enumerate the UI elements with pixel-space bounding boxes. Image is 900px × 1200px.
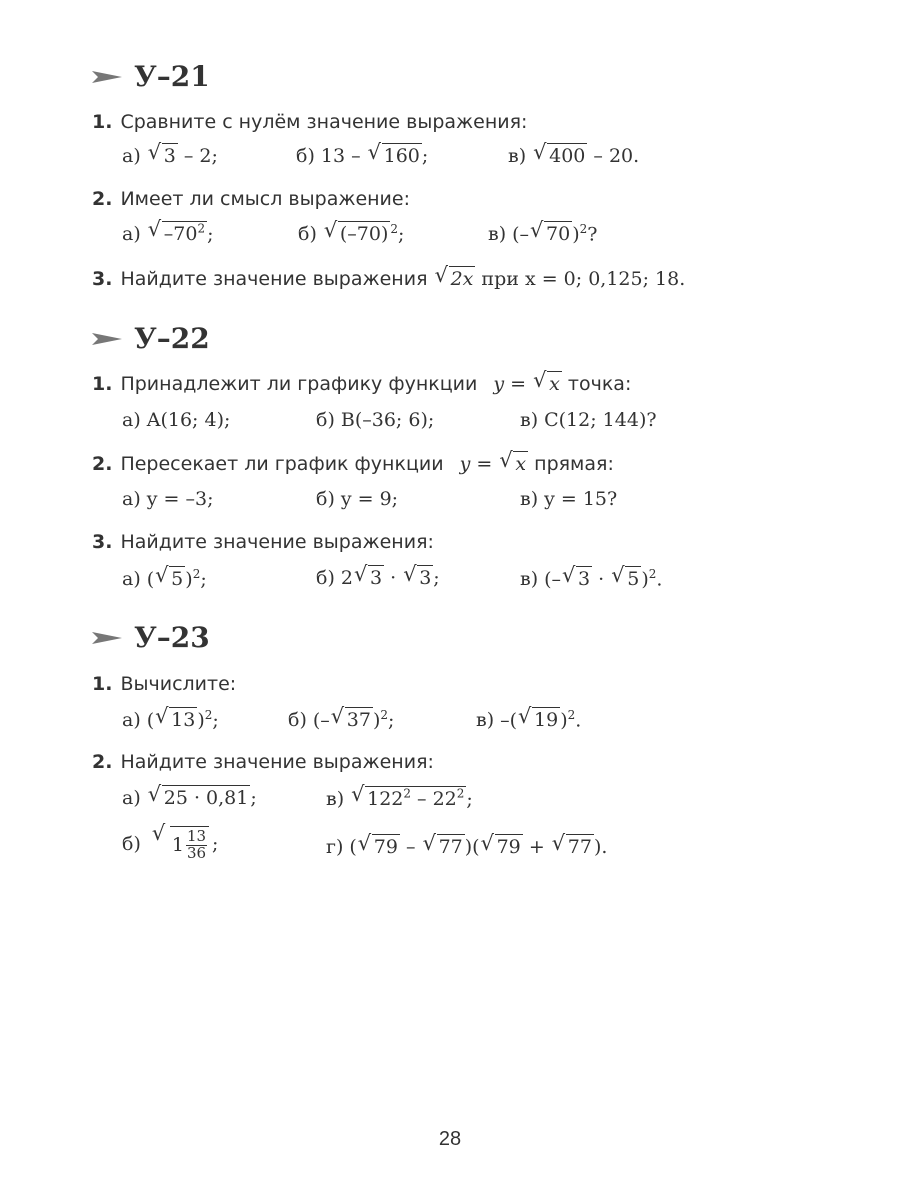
option-u21-1b: б) 13 – √ 160 ; (296, 145, 428, 167)
option-u23-2g: г) (√ 79 – √ 77 )(√ 79 + √ 77 ). (326, 836, 607, 858)
option-u21-2b: б)√ (–70) $^2$; (298, 222, 404, 245)
option-u21-2a: а)√ $-70^2$ ; (122, 222, 213, 245)
section-title-u21: У–21 (92, 60, 210, 93)
task-u22-1: 1. Принадлежит ли графику функции y = √ x точка: (92, 373, 631, 395)
task-u21-1: 1. Сравните с нулём значение выражения: (92, 111, 528, 133)
section-title-u22: У–22 (92, 322, 210, 355)
option-u23-2a: а)√ 25 · 0,81 ; (122, 787, 257, 809)
task-u21-3: 3. Найдите значение выражения √ 2x при x = 0; 0,125; 18. (92, 268, 685, 290)
option-u21-2c: в) (–√ 70 )$^2$? (488, 222, 597, 245)
section-title-u23: У–23 (92, 621, 210, 654)
option-u22-2b: б) y = 9; (316, 488, 399, 510)
option-u21-1c: в)√ 400 – 20. (508, 145, 639, 167)
option-u22-3c: в) (–√ 3 · √ 5 )$^2$. (520, 567, 662, 590)
option-u23-1b: б) (–√ 37 )$^2$; (288, 708, 394, 731)
page-number: 28 (438, 1128, 462, 1150)
option-u22-2a: а) y = –3; (122, 488, 214, 510)
arrow-icon (92, 68, 122, 86)
task-u22-3: 3. Найдите значение выражения: (92, 531, 434, 553)
option-u23-2b: б) √ 1 13 36 ; (122, 826, 218, 862)
task-u23-2: 2. Найдите значение выражения: (92, 751, 434, 773)
option-u22-1a: а) A(16; 4); (122, 409, 231, 431)
option-u23-2v: в)√ $122^2 - 22^2$ ; (326, 787, 473, 810)
option-u22-3b: б) 2√ 3 · √ 3 ; (316, 567, 440, 589)
option-u22-3a: а) (√ 5 )$^2$; (122, 567, 207, 590)
task-u23-1: 1. Вычислите: (92, 673, 237, 695)
arrow-icon (92, 629, 122, 647)
option-u22-1c: в) C(12; 144)? (520, 409, 657, 431)
option-u23-1a: а) (√ 13 )$^2$; (122, 708, 219, 731)
option-u22-1b: б) B(–36; 6); (316, 409, 435, 431)
task-u21-2: 2. Имеет ли смысл выражение: (92, 188, 410, 210)
task-u22-2: 2. Пересекает ли график функции y = √ x прямая: (92, 453, 614, 475)
option-u22-2c: в) y = 15? (520, 488, 618, 510)
arrow-icon (92, 330, 122, 348)
option-u23-1c: в) –(√ 19 )$^2$. (476, 708, 581, 731)
option-u21-1a: а)√ 3 – 2; (122, 145, 218, 167)
